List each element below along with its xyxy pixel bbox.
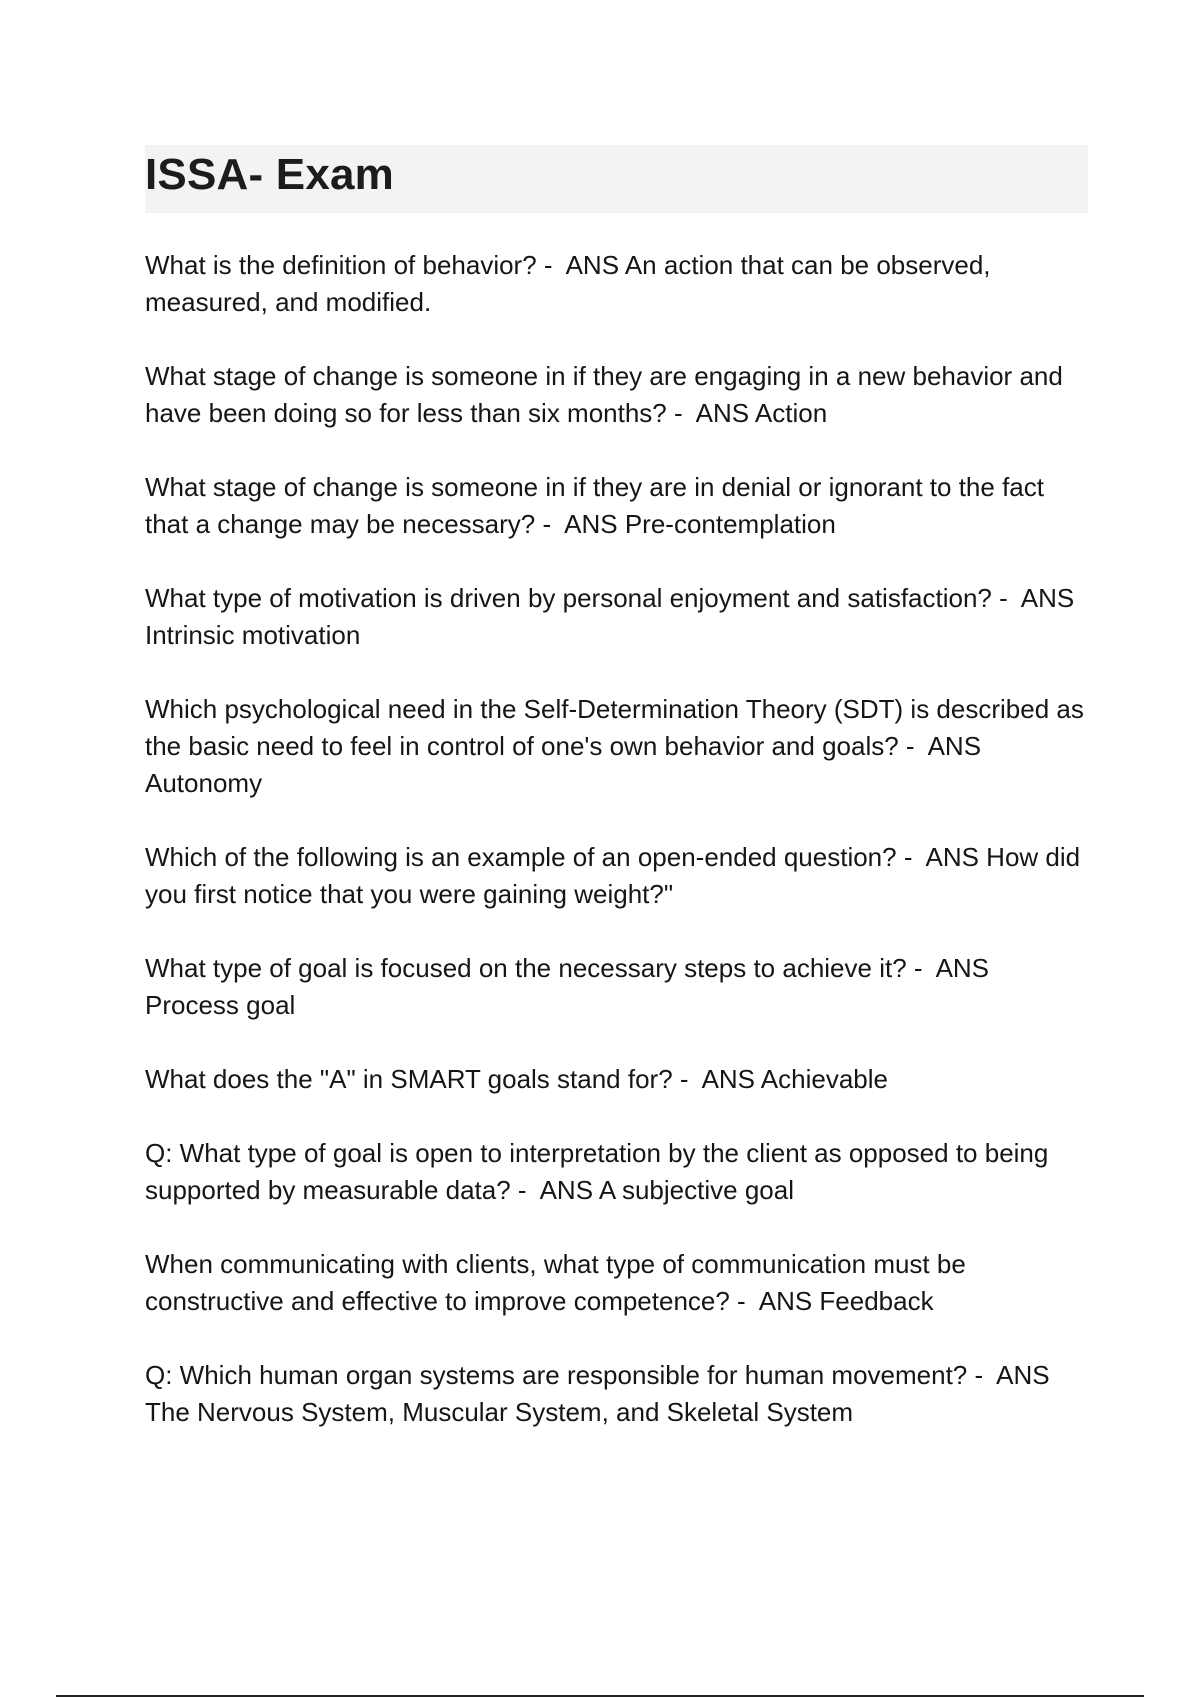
answer-text: ANS Process goal (145, 953, 990, 1020)
qa-item (145, 1135, 1090, 1209)
footer-divider (56, 1695, 1144, 1697)
answer-text: ANS The Nervous System, Muscular System, and Skeletal System (145, 1360, 1050, 1427)
qa-item (145, 358, 1090, 432)
qa-item (145, 1061, 1090, 1098)
answer-text: ANS Action (695, 398, 828, 428)
qa-item (145, 691, 1090, 802)
qa-item (145, 580, 1090, 654)
answer-text: ANS How did you first notice that you were gaining weight?" (145, 842, 1081, 909)
question-text: What type of goal is focused on the necessary steps to achieve it? - (145, 953, 923, 983)
answer-text: ANS Feedback (758, 1286, 934, 1316)
answer-text: ANS Achievable (701, 1064, 889, 1094)
question-text: Q: Which human organ systems are responsible for human movement? - (145, 1360, 984, 1390)
qa-item (145, 839, 1090, 913)
answer-text: ANS Pre-contemplation (564, 509, 836, 539)
qa-item (145, 469, 1090, 543)
question-text: What stage of change is someone in if they are engaging in a new behavior and have been doing so for less than six months? - (145, 361, 1063, 428)
question-text: Which of the following is an example of an open-ended question? - (145, 842, 913, 872)
question-text: What is the definition of behavior? - (145, 250, 553, 280)
qa-item (145, 247, 1090, 321)
question-text: Which psychological need in the Self-Determination Theory (SDT) is described as the basic need to feel in control of one's own behavior and goals? - (145, 694, 1084, 761)
question-text: Q: What type of goal is open to interpretation by the client as opposed to being supported by measurable data? - (145, 1138, 1049, 1205)
qa-item (145, 950, 1090, 1024)
title-band (145, 145, 1088, 213)
qa-item (145, 1246, 1090, 1320)
question-text: What does the "A" in SMART goals stand for? - (145, 1064, 689, 1094)
answer-text: ANS An action that can be observed, measured, and modified. (145, 250, 991, 317)
question-text: What stage of change is someone in if they are in denial or ignorant to the fact that a change may be necessary? - (145, 472, 1044, 539)
answer-text: ANS Autonomy (145, 731, 982, 798)
answer-text: ANS Intrinsic motivation (145, 583, 1075, 650)
page-title: ISSA- Exam (145, 150, 394, 199)
question-text: When communicating with clients, what type of communication must be constructive and effective to improve competence? - (145, 1249, 966, 1316)
question-text: What type of motivation is driven by personal enjoyment and satisfaction? - (145, 583, 1008, 613)
answer-text: ANS A subjective goal (539, 1175, 794, 1205)
qa-item (145, 1357, 1090, 1431)
qa-list (145, 247, 1090, 1468)
